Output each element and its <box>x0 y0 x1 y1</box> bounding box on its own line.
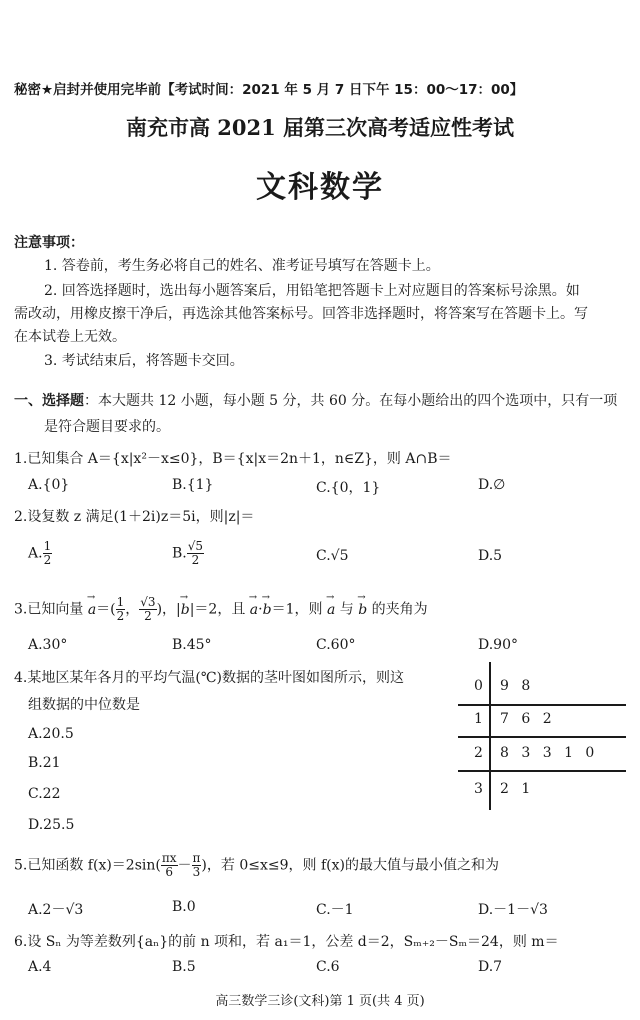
q6-option-c: C.6 <box>316 959 340 975</box>
section-1-desc-line-2: 是符合题目要求的。 <box>44 419 170 435</box>
notice-item-3: 3. 考试结束后，将答题卡交回。 <box>44 353 244 369</box>
q2-b-den: 2 <box>191 553 200 567</box>
q5-option-a: A.2－√3 <box>28 902 84 918</box>
section-1-label: 一、选择题 <box>14 393 84 409</box>
leaves-2: 8 3 3 1 0 <box>500 745 595 761</box>
q2-b-fraction <box>187 540 204 567</box>
section-1-desc: ：本大题共 12 小题，每小题 5 分，共 60 分。在每小题给出的四个选项中，只有一项 <box>84 393 618 409</box>
q5-minus: － <box>177 857 192 874</box>
q5-text-2: )，若 0≤x≤9，则 f(x)的最大值与最小值之和为 <box>201 857 499 874</box>
q3-option-d: D.90° <box>478 637 518 653</box>
q3-fraction-1 <box>116 596 126 623</box>
q3-f2-num: √3 <box>140 595 156 609</box>
q3-f1-den: 2 <box>116 609 125 623</box>
q3-option-b: B.45° <box>172 637 212 653</box>
vector-b-3: → b <box>358 602 367 618</box>
notice-item-2-line-3: 在本试卷上无效。 <box>14 329 126 345</box>
stem-leaf-rule-1 <box>458 704 626 706</box>
q5-f2-num: π <box>192 851 201 865</box>
stem-leaf-rule-2 <box>458 736 626 738</box>
q4-option-c: C.22 <box>28 786 61 802</box>
leaves-0: 9 8 <box>500 678 531 694</box>
exam-title: 南充市高 2021 届第三次高考适应性考试 <box>125 115 515 140</box>
q5-f2-den: 3 <box>192 865 201 879</box>
stem-1: 1 <box>474 711 483 727</box>
q2-option-b <box>172 540 204 567</box>
q2-a-prefix: A. <box>28 545 43 562</box>
q2-option-d: D.5 <box>478 548 503 564</box>
q5-option-c: C.－1 <box>316 902 354 918</box>
q3-text-7: 的夹角为 <box>367 601 428 618</box>
vector-b: → b <box>181 602 190 618</box>
q3-comma: ， <box>125 601 140 618</box>
question-3-stem <box>14 596 428 623</box>
q1-option-d: D.∅ <box>478 477 506 493</box>
q6-option-b: B.5 <box>172 959 196 975</box>
q6-option-a: A.4 <box>28 959 52 975</box>
q5-text-1: 5.已知函数 f(x)＝2sin( <box>14 857 161 874</box>
q5-option-b: B.0 <box>172 899 196 915</box>
q5-f1-num: πx <box>161 851 177 865</box>
question-5-stem <box>14 852 499 879</box>
question-6-stem: 6.设 Sₙ 为等差数列{aₙ}的前 n 项和，若 a₁＝1，公差 d＝2，Sₘ₊₂－Sₘ＝24，则 m＝ <box>14 934 559 950</box>
vector-a-2: → a <box>250 602 258 618</box>
q2-b-prefix: B. <box>172 545 187 562</box>
notice-item-2-line-2: 需改动，用橡皮擦干净后，再选涂其他答案标号。回答非选择题时，将答案写在答题卡上。写 <box>14 306 588 322</box>
q5-option-d: D.－1－√3 <box>478 902 548 918</box>
q3-text-4: |＝2，且 <box>189 601 250 618</box>
q2-b-num: √5 <box>187 539 204 553</box>
secret-exam-time-line: 秘密★启封并使用完毕前【考试时间：2021 年 5 月 7 日下午 15：00～17：00】 <box>14 82 524 98</box>
q3-fraction-2 <box>139 596 156 623</box>
q1-option-c: C.{0，1} <box>316 480 381 496</box>
q5-f1-den: 6 <box>165 865 173 879</box>
q4-option-d: D.25.5 <box>28 817 75 833</box>
q5-fraction-2 <box>192 852 202 879</box>
notice-item-1: 1. 答卷前，考生务必将自己的姓名、准考证号填写在答题卡上。 <box>44 258 440 274</box>
q1-option-a: A.{0} <box>28 477 70 493</box>
stem-3: 3 <box>474 781 483 797</box>
q2-a-den: 2 <box>43 553 52 567</box>
stem-2: 2 <box>474 745 483 761</box>
q2-option-a <box>28 540 52 567</box>
q3-dot: · <box>258 601 263 618</box>
q3-option-a: A.30° <box>28 637 68 653</box>
q2-a-num: 1 <box>43 539 52 553</box>
q4-option-b: B.21 <box>28 755 61 771</box>
section-1-heading <box>14 390 617 410</box>
stem-leaf-rule-3 <box>458 770 626 772</box>
q3-f1-num: 1 <box>116 595 125 609</box>
vector-a-3: → a <box>327 602 335 618</box>
q5-fraction-1 <box>161 852 178 879</box>
subject-title: 文科数学 <box>256 170 384 205</box>
question-4-stem-line-2: 组数据的中位数是 <box>28 697 140 713</box>
q3-text-6: 与 <box>335 601 359 618</box>
vector-a: → a <box>88 602 96 618</box>
q3-text-1: 3.已知向量 <box>14 601 88 618</box>
q4-option-a: A.20.5 <box>28 726 74 742</box>
stem-0: 0 <box>474 678 483 694</box>
q2-option-c: C.√5 <box>316 548 349 564</box>
q2-a-fraction <box>43 540 53 567</box>
page-footer: 高三数学三诊(文科)第 1 页(共 4 页) <box>215 994 425 1009</box>
q3-option-c: C.60° <box>316 637 356 653</box>
vector-b-2: → b <box>263 602 272 618</box>
question-2-stem: 2.设复数 z 满足(1＋2i)z＝5i，则|z|＝ <box>14 509 255 525</box>
q6-option-d: D.7 <box>478 959 503 975</box>
q3-text-5: ＝1，则 <box>271 601 327 618</box>
notice-item-2-line-1: 2. 回答选择题时，选出每小题答案后，用铅笔把答题卡上对应题目的答案标号涂黑。如 <box>44 283 580 299</box>
q3-f2-den: 2 <box>144 609 152 623</box>
q3-text-2: ＝( <box>96 601 116 618</box>
leaves-1: 7 6 2 <box>500 711 552 727</box>
question-4-stem-line-1: 4.某地区某年各月的平均气温(℃)数据的茎叶图如图所示，则这 <box>14 670 404 686</box>
q3-text-3: )，| <box>156 601 181 618</box>
q1-option-b: B.{1} <box>172 477 214 493</box>
question-1-stem: 1.已知集合 A＝{x|x²－x≤0}，B＝{x|x＝2n＋1，n∈Z}，则 A∩B＝ <box>14 451 452 467</box>
notice-heading: 注意事项： <box>14 235 84 251</box>
leaves-3: 2 1 <box>500 781 531 797</box>
